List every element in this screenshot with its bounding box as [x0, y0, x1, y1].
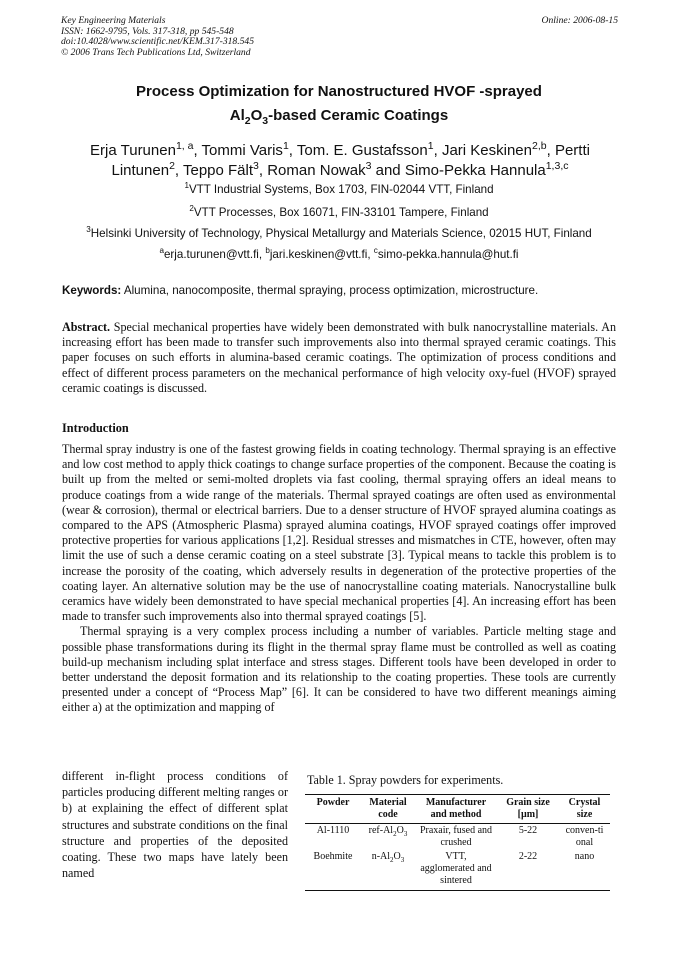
table-cell: conven-ti onal [565, 825, 604, 848]
email-link[interactable]: jari.keskinen@vtt.fi [269, 248, 368, 261]
abstract [62, 320, 616, 396]
table-cell: Praxair, fused and crushed [419, 825, 493, 848]
online-date: Online: 2006-08-15 [541, 15, 618, 26]
table-cell: Al-1110 [316, 825, 350, 836]
table-cell: nano [559, 850, 610, 891]
keywords-text: Alumina, nanocomposite, thermal spraying, process optimization, microstructure. [123, 284, 539, 297]
table-cell: ref-$Al_2O_3$ [368, 825, 408, 838]
column-header: Powder [305, 795, 361, 824]
paper-title-line-1: Process Optimization for Nanostructured HVOF -sprayed [136, 83, 542, 100]
email-link[interactable]: simo-pekka.hannula@hut.fi [377, 248, 519, 261]
copyright-line: © 2006 Trans Tech Publications Ltd, Switzerland [61, 46, 251, 58]
table-cell: $n-Al_2O_3$ [361, 850, 415, 891]
author-name: Erja Turunen [90, 142, 176, 159]
column-header: Material code [361, 795, 415, 824]
spray-powders-table [305, 794, 610, 891]
abstract-text: Special mechanical properties have widely been demonstrated with bulk nanocrystalline materials. An increasing effort has been made to transfer such improvements also into thermal sprayed ceramic coatings. This paper focuses on such efforts in alumina-based ceramic coatings. The optimization of process conditions and effect of different process parameters on the mechanical performance of high velocity oxy-fuel (HVOF) sprayed ceramic coatings is discussed. [62, 320, 616, 395]
paragraph: Thermal spraying is a very complex process including a number of variables. Particle melting stage and possible phase transformations during its flight in the thermal spray flame must be controlled as well as coating build-up mechanism including splat interface and stress stages. Different tools have been developed in order to better understand the deposit formation and its relationship to the coating properties. These tools are currently presented under a concept of “Process Map” [6]. It can be considered to have two different meanings aiming either a) at the optimization and mapping of [62, 624, 616, 715]
column-header: Crystal size [559, 795, 610, 824]
paper-title-line-2: $Al_2O_3$-based Ceramic Coatings [229, 107, 449, 127]
keywords [62, 284, 618, 297]
table-cell: Boehmite [305, 850, 361, 891]
journal-name: Key Engineering Materials [61, 15, 166, 26]
keywords-label: Keywords: [62, 284, 122, 297]
email-link[interactable]: erja.turunen@vtt.fi [163, 248, 259, 261]
author-name: Jari Keskinen [441, 142, 532, 159]
paragraph: Thermal spray industry is one of the fastest growing fields in coating technology. Thermal spraying is an effective and low cost method to apply thick coatings to change surface properties of the component. Because the coating is built up from the melted or semi-molted droplets via fast cooling, thermal spraying offers an ideal means to produce coatings from a wide range of the materials. Thermal sprayed coatings are often used as environmental (wear & corrosion), thermal or electrical barriers. Due to a denser structure of HVOF sprayed alumina coatings as compared to the APS (Atmospheric Plasma) sprayed alumina coatings, HVOF sprayed coatings offer improved protective properties for various applications [1,2]. Residual stresses and mismatches in CTE, however, often may limit the use of such a dense ceramic coating on a steel substrate [3]. Typical means to tackle this problem is to increase the porosity of the coating, which adversely results in degeneration of the protective properties of the coating layer. An alternative solution may be the use of nanocrystalline coating materials. Nanocrystalline bulk ceramics have widely been demonstrated to have special mechanical properties [4]. An increasing effort has been made to transfer such improvements also into thermal sprayed coatings [5]. [62, 442, 616, 624]
author-name: Roman Nowak [267, 162, 366, 179]
introduction-body [62, 442, 616, 716]
table-cell: 5-22 [518, 825, 538, 836]
author-name: Simo-Pekka Hannula [404, 162, 546, 179]
journal-header [61, 16, 254, 58]
author-name: Teppo Fält [182, 162, 254, 179]
author-name: Tom. E. Gustafsson [296, 142, 428, 159]
table-cell: VTT, agglomerated and sintered [415, 850, 497, 891]
section-heading-introduction: Introduction [62, 421, 129, 435]
abstract-label: Abstract. [62, 320, 111, 334]
author-list: Erja Turunen$^{1, a}$, Tommi Varis$^1$, Tom. E. Gustafsson$^1$, Jari Keskinen$^{2,b}$, Pertti Lintunen$^2$, Teppo Fält$^3$, Roman Nowak$^3$ and Simo-Pekka Hannula$^{1,3,c}$ [90, 140, 590, 179]
author-name: Tommi Varis [201, 142, 283, 159]
paragraph-continuation: different in-flight process conditions of particles producing different melting ranges or b) at explaining the effect of different splat structures and substrate conditions on the final structure and properties of the deposited coating. These two maps have lately been named [62, 769, 288, 881]
column-header: Manufacturer and method [415, 795, 497, 824]
author-name: Pertti Lintunen [111, 142, 590, 179]
table-header-row [305, 795, 610, 824]
table-cell: 2-22 [497, 850, 559, 891]
affiliation-2: $^2$VTT Processes, Box 16071, FIN-33101 Tampere, Finland [189, 204, 489, 219]
email-line: $^a$erja.turunen@vtt.fi, $^b$jari.keskinen@vtt.fi, $^c$simo-pekka.hannula@hut.fi [159, 246, 519, 261]
doi-line: doi:10.4028/www.scientific.net/KEM.317-318.545 [61, 36, 255, 48]
table-row [305, 824, 610, 851]
table-row [305, 850, 610, 891]
table-caption: Table 1. Spray powders for experiments. [307, 773, 504, 787]
affiliation-1: $^1$VTT Industrial Systems, Box 1703, FIN-02044 VTT, Finland [184, 181, 494, 196]
affiliation-3: $^3$Helsinki University of Technology, Physical Metallurgy and Materials Science, 02015 HUT, Finland [86, 225, 592, 240]
issn-line: ISSN: 1662-9795, Vols. 317-318, pp 545-548 [61, 25, 234, 37]
column-header: Grain size [µm] [497, 795, 559, 824]
